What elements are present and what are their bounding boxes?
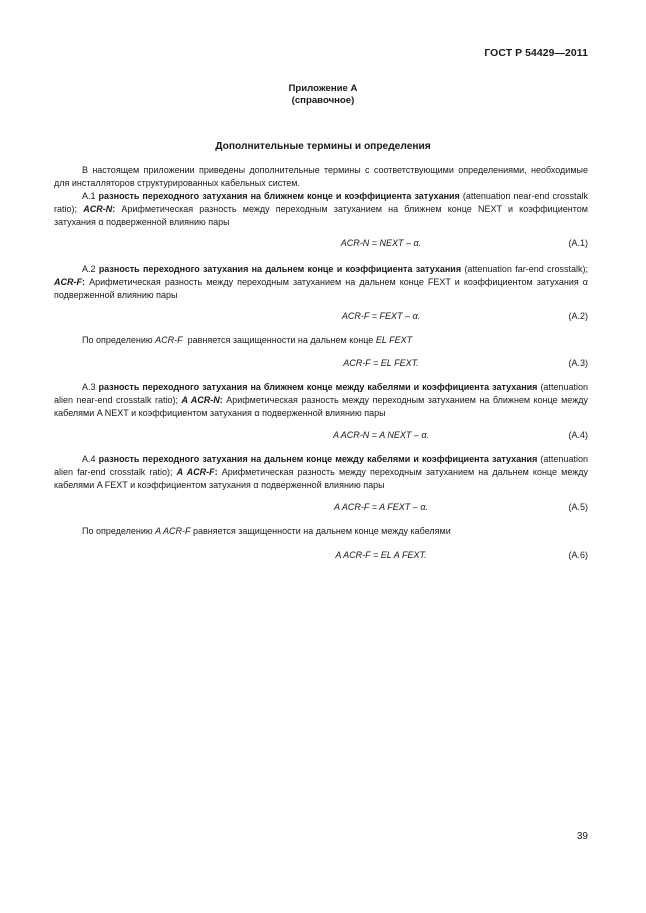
- term-a2-abbr: ACR-F: [54, 277, 82, 288]
- formula-a4-expression: A ACR-N = A NEXT – α.: [332, 430, 430, 440]
- formula-a3-expression: ACR-F = EL FEXT.: [343, 358, 419, 368]
- intro-paragraph: В настоящем приложении приведены дополнительные термины с соответствующими определениями, необходимые для инсталляторов структурированных кабельных систем.: [54, 165, 588, 189]
- formula-a1-expression: ACR-N = NEXT – α.: [340, 238, 422, 248]
- term-a2-name: разность переходного затухания на дальнем конце и коэффициента затухания: [98, 264, 462, 274]
- term-a4-abbr: A ACR-F: [176, 467, 215, 478]
- formula-a5-expression: A ACR-F = A FEXT – α.: [334, 502, 428, 512]
- term-a4-name: разность переходного затухания на дальнем конце между кабелями и коэффициента затухания: [98, 454, 538, 464]
- appendix-title: Приложение А: [288, 83, 358, 94]
- formula-a4-number: (A.4): [568, 430, 588, 440]
- formula-a5-number: (A.5): [568, 502, 588, 512]
- formula-a2: [54, 311, 588, 324]
- page-number: 39: [576, 831, 588, 842]
- appendix-subtitle: (справочное): [291, 95, 355, 106]
- formula-a3: [54, 358, 588, 371]
- formula-a2-expression: ACR-F = FEXT – α.: [341, 311, 421, 321]
- term-a1-paragraph: A.1 разность переходного затухания на ближнем конце и коэффициента затухания (attenuation near-end crosstalk ratio); ACR-N: Арифметическая разность между переходным затуханием на ближнем конце NEXT и коэффициентом затухания α подверженной влиянию пары: [54, 191, 588, 228]
- formula-a6-number: (A.6): [568, 550, 588, 560]
- formula-a3-number: (A.3): [568, 358, 588, 368]
- term-a3-name: разность переходного затухания на ближнем конце между кабелями и коэффициента затухания: [98, 382, 538, 392]
- formula-a5: [54, 502, 588, 515]
- term-a1-name: разность переходного затухания на ближнем конце и коэффициента затухания: [98, 191, 460, 201]
- formula-a4: [54, 430, 588, 443]
- formula-a6: [54, 550, 588, 563]
- term-a1-abbr: ACR-N: [83, 204, 113, 215]
- formula-a1-number: (A.1): [568, 238, 588, 248]
- formula-a2-number: (A.2): [568, 311, 588, 321]
- term-a2-paragraph: A.2 разность переходного затухания на дальнем конце и коэффициента затухания (attenuation far-end crosstalk); ACR-F: Арифметическая разность между переходным затуханием на дальнем конце FEXT и коэффициентом затухания α подверженной влиянию пары: [54, 264, 588, 301]
- formula-a1: [54, 238, 588, 251]
- section-title: Дополнительные термины и определения: [215, 141, 431, 152]
- term-a3-abbr: A ACR-N: [181, 395, 220, 406]
- term-a3-paragraph: A.3 разность переходного затухания на ближнем конце между кабелями и коэффициента затухания (attenuation alien near-end crosstalk ratio); A ACR-N: Арифметическая разность между переходным затуханием на ближнем конце между кабелями A NEXT и коэффициентом затухания α подверженной влиянию пары: [54, 382, 588, 419]
- note-acr-f-paragraph: По определению ACR-F равняется защищенности на дальнем конце EL FEXT: [82, 335, 413, 345]
- term-a4-paragraph: A.4 разность переходного затухания на дальнем конце между кабелями и коэффициента затухания (attenuation alien far-end crosstalk ratio); A ACR-F: Арифметическая разность между переходным затуханием на дальнем конце между кабелями A FEXT и коэффициентом затухания α подверженной влиянию пары: [54, 454, 588, 491]
- document-id-header: ГОСТ Р 54429—2011: [484, 48, 588, 59]
- formula-a6-expression: A ACR-F = EL A FEXT.: [335, 550, 427, 560]
- note-a-acr-f-paragraph: По определению A ACR-F равняется защищенности на дальнем конце между кабелями: [82, 526, 451, 536]
